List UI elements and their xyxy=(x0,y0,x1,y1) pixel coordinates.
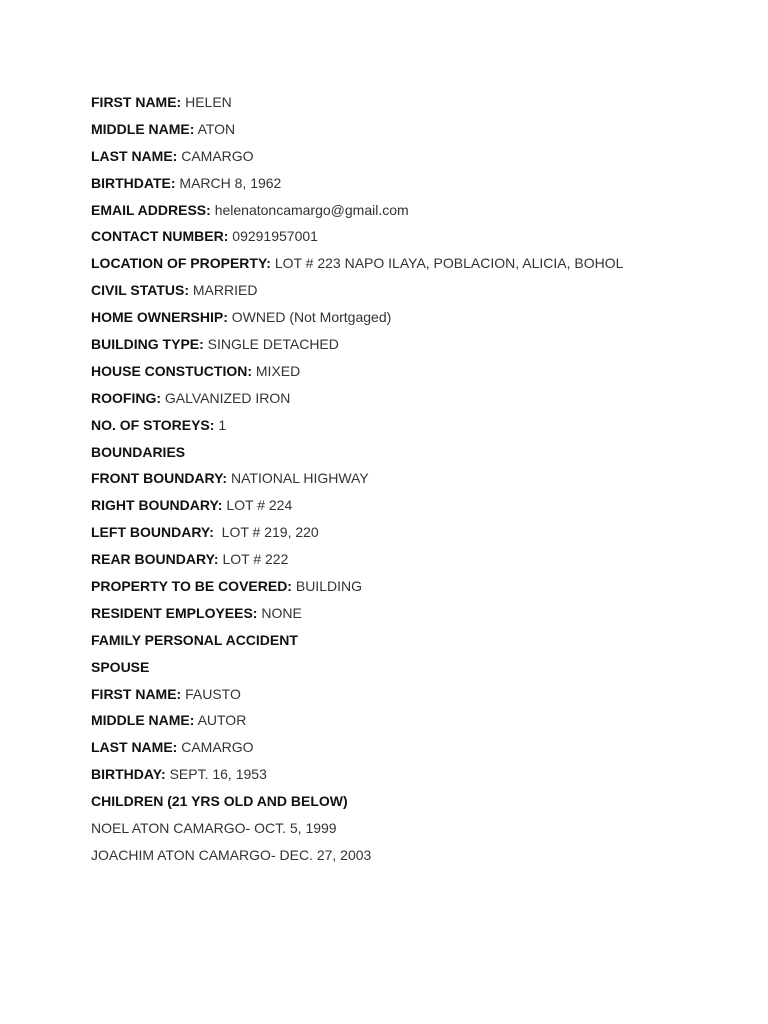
field-value: BUILDING xyxy=(295,578,362,595)
contact-row xyxy=(91,225,741,252)
front-boundary-row xyxy=(91,467,741,494)
field-label: PROPERTY TO BE COVERED: xyxy=(91,578,292,595)
first-name-row xyxy=(91,91,741,118)
roofing-row xyxy=(91,387,741,414)
field-label: FRONT BOUNDARY: xyxy=(91,470,228,487)
field-value: CAMARGO xyxy=(181,739,254,756)
child-entry: JOACHIM ATON CAMARGO- DEC. 27, 2003 xyxy=(91,846,372,863)
construction-row xyxy=(91,360,741,387)
field-value: 1 xyxy=(218,416,227,433)
field-label: ROOFING: xyxy=(91,389,161,406)
field-value: NONE xyxy=(261,604,302,621)
property-covered-row xyxy=(91,575,741,602)
field-label: NO. OF STOREYS: xyxy=(91,416,215,433)
right-boundary-row xyxy=(91,494,741,521)
field-label: FIRST NAME: xyxy=(91,685,182,702)
field-value: NATIONAL HIGHWAY xyxy=(231,470,369,487)
field-value: ATON xyxy=(197,120,236,137)
field-label: REAR BOUNDARY: xyxy=(91,551,219,568)
field-value: GALVANIZED IRON xyxy=(164,389,291,406)
child-item xyxy=(91,844,741,871)
rear-boundary-row xyxy=(91,548,741,575)
spouse-heading-row xyxy=(91,656,741,683)
field-value: AUTOR xyxy=(197,712,247,729)
field-value: FAUSTO xyxy=(185,685,241,702)
field-value: MARRIED xyxy=(192,282,258,299)
insurance-form xyxy=(91,91,741,871)
left-boundary-row xyxy=(91,521,741,548)
section-heading: CHILDREN (21 YRS OLD AND BELOW) xyxy=(91,793,348,810)
middle-name-row xyxy=(91,118,741,145)
home-ownership-row xyxy=(91,306,741,333)
last-name-row xyxy=(91,145,741,172)
field-label: LOCATION OF PROPERTY: xyxy=(91,255,271,272)
spouse-last-name-row xyxy=(91,736,741,763)
birthdate-row xyxy=(91,172,741,199)
spouse-birthday-row xyxy=(91,763,741,790)
field-value: MARCH 8, 1962 xyxy=(179,174,282,191)
building-type-row xyxy=(91,333,741,360)
field-label: RIGHT BOUNDARY: xyxy=(91,497,223,514)
field-value: LOT # 224 xyxy=(226,497,293,514)
child-item xyxy=(91,817,741,844)
storeys-row xyxy=(91,414,741,441)
field-label: LEFT BOUNDARY: xyxy=(91,524,214,541)
child-entry: NOEL ATON CAMARGO- OCT. 5, 1999 xyxy=(91,820,337,837)
field-value: LOT # 219, 220 xyxy=(217,524,319,541)
spouse-first-name-row xyxy=(91,683,741,710)
accident-heading-row xyxy=(91,629,741,656)
field-label: MIDDLE NAME: xyxy=(91,120,195,137)
field-value: helenatoncamargo@gmail.com xyxy=(214,201,409,218)
section-heading: FAMILY PERSONAL ACCIDENT xyxy=(91,631,298,648)
field-label: BUILDING TYPE: xyxy=(91,336,204,353)
field-label: BIRTHDATE: xyxy=(91,174,176,191)
field-value: LOT # 222 xyxy=(222,551,289,568)
field-value: SINGLE DETACHED xyxy=(207,336,339,353)
section-heading: SPOUSE xyxy=(91,658,150,675)
field-value: 09291957001 xyxy=(232,228,318,245)
field-label: HOUSE CONSTUCTION: xyxy=(91,362,252,379)
field-value: LOT # 223 NAPO ILAYA, POBLACION, ALICIA, BOHOL xyxy=(274,255,624,272)
field-label: LAST NAME: xyxy=(91,739,178,756)
children-heading-row xyxy=(91,790,741,817)
field-value: HELEN xyxy=(185,94,232,110)
field-label: RESIDENT EMPLOYEES: xyxy=(91,604,258,621)
field-label: MIDDLE NAME: xyxy=(91,712,195,729)
field-label: CONTACT NUMBER: xyxy=(91,228,229,245)
field-value: OWNED (Not Mortgaged) xyxy=(231,309,392,326)
field-label: EMAIL ADDRESS: xyxy=(91,201,211,218)
field-label: BIRTHDAY: xyxy=(91,766,166,783)
field-label: LAST NAME: xyxy=(91,147,178,164)
resident-employees-row xyxy=(91,602,741,629)
field-label: HOME OWNERSHIP: xyxy=(91,309,228,326)
email-row xyxy=(91,199,741,226)
field-value: SEPT. 16, 1953 xyxy=(169,766,267,783)
field-value: CAMARGO xyxy=(181,147,254,164)
spouse-middle-name-row xyxy=(91,709,741,736)
field-label: CIVIL STATUS: xyxy=(91,282,189,299)
field-label: FIRST NAME: xyxy=(91,94,182,110)
civil-status-row xyxy=(91,279,741,306)
location-row xyxy=(91,252,741,279)
boundaries-heading-row xyxy=(91,441,741,468)
field-value: MIXED xyxy=(255,362,301,379)
section-heading: BOUNDARIES xyxy=(91,443,186,460)
